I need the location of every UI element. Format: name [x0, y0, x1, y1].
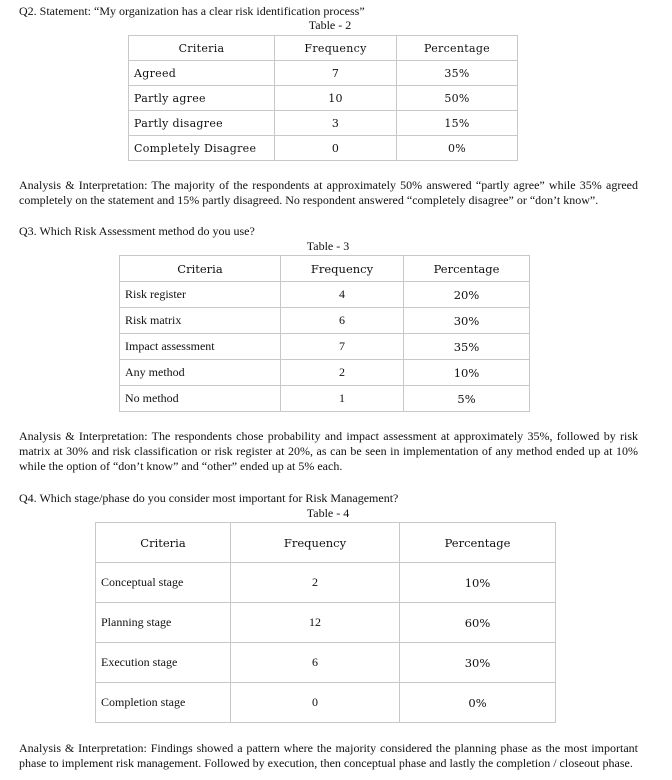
table-row: [120, 282, 530, 308]
frequency-cell: 1: [281, 386, 404, 412]
q2-table: [128, 35, 518, 161]
q3-table: [119, 255, 530, 412]
frequency-cell: 3: [275, 111, 397, 136]
criteria-cell: No method: [120, 386, 281, 412]
percentage-cell: 20%: [404, 282, 530, 308]
table-row: [96, 683, 556, 723]
criteria-cell: Planning stage: [96, 603, 231, 643]
table-row: [120, 334, 530, 360]
percentage-cell: 15%: [397, 111, 518, 136]
percentage-cell: 35%: [404, 334, 530, 360]
frequency-cell: 12: [231, 603, 400, 643]
table-row: [129, 136, 518, 161]
q4-table-caption: Table - 4: [306, 506, 350, 520]
percentage-cell: 30%: [400, 643, 556, 683]
frequency-cell: 2: [281, 360, 404, 386]
header-percentage: Percentage: [397, 36, 518, 61]
table-row: [96, 603, 556, 643]
frequency-cell: 6: [281, 308, 404, 334]
header-frequency: Frequency: [275, 36, 397, 61]
header-criteria: Criteria: [129, 36, 275, 61]
table-row: [96, 563, 556, 603]
criteria-cell: Completion stage: [96, 683, 231, 723]
criteria-cell: Partly agree: [129, 86, 275, 111]
criteria-cell: Any method: [120, 360, 281, 386]
frequency-cell: 7: [281, 334, 404, 360]
table-row: [129, 111, 518, 136]
percentage-cell: 60%: [400, 603, 556, 643]
percentage-cell: 0%: [397, 136, 518, 161]
header-frequency: Frequency: [281, 256, 404, 282]
header-frequency: Frequency: [231, 523, 400, 563]
frequency-cell: 7: [275, 61, 397, 86]
frequency-cell: 2: [231, 563, 400, 603]
criteria-cell: Risk matrix: [120, 308, 281, 334]
table-row: [129, 61, 518, 86]
table-row: [129, 86, 518, 111]
table-row: [120, 360, 530, 386]
q3-table-caption: Table - 3: [306, 239, 350, 253]
frequency-cell: 6: [231, 643, 400, 683]
q2-question: Q2. Statement: “My organization has a clear risk identification process”: [19, 4, 365, 18]
q3-analysis: Analysis & Interpretation: The respondents chose probability and impact assessment at approximately 35%, followed by risk matrix at 30% and risk classification or risk register at 20%, as can be seen in implementation of any method ended up at 10% while the option of “don’t know” and “other” ended up at 5% each.: [19, 429, 638, 473]
criteria-cell: Partly disagree: [129, 111, 275, 136]
q3-question: Q3. Which Risk Assessment method do you use?: [19, 224, 255, 238]
percentage-cell: 5%: [404, 386, 530, 412]
percentage-cell: 35%: [397, 61, 518, 86]
q4-question: Q4. Which stage/phase do you consider most important for Risk Management?: [19, 491, 399, 505]
frequency-cell: 4: [281, 282, 404, 308]
percentage-cell: 10%: [400, 563, 556, 603]
q4-table: [95, 522, 556, 723]
table-row: [120, 308, 530, 334]
header-percentage: Percentage: [400, 523, 556, 563]
frequency-cell: 0: [275, 136, 397, 161]
q2-table-caption: Table - 2: [308, 18, 352, 32]
table-row: [120, 386, 530, 412]
criteria-cell: Agreed: [129, 61, 275, 86]
q2-analysis: Analysis & Interpretation: The majority of the respondents at approximately 50% answered “partly agree” while 35% agreed completely on the statement and 15% partly disagreed. No respondent answered “completely disagree” or “don’t know”.: [19, 178, 638, 207]
percentage-cell: 30%: [404, 308, 530, 334]
percentage-cell: 50%: [397, 86, 518, 111]
table-header-row: [129, 36, 518, 61]
criteria-cell: Completely Disagree: [129, 136, 275, 161]
criteria-cell: Impact assessment: [120, 334, 281, 360]
criteria-cell: Execution stage: [96, 643, 231, 683]
percentage-cell: 10%: [404, 360, 530, 386]
frequency-cell: 0: [231, 683, 400, 723]
header-criteria: Criteria: [120, 256, 281, 282]
header-criteria: Criteria: [96, 523, 231, 563]
header-percentage: Percentage: [404, 256, 530, 282]
table-header-row: [96, 523, 556, 563]
frequency-cell: 10: [275, 86, 397, 111]
percentage-cell: 0%: [400, 683, 556, 723]
table-row: [96, 643, 556, 683]
table-header-row: [120, 256, 530, 282]
q4-analysis: Analysis & Interpretation: Findings showed a pattern where the majority considered the planning phase as the most important phase to implement risk management. Followed by execution, then conceptual phase and lastly the completion / closeout phase.: [19, 741, 638, 770]
criteria-cell: Conceptual stage: [96, 563, 231, 603]
criteria-cell: Risk register: [120, 282, 281, 308]
